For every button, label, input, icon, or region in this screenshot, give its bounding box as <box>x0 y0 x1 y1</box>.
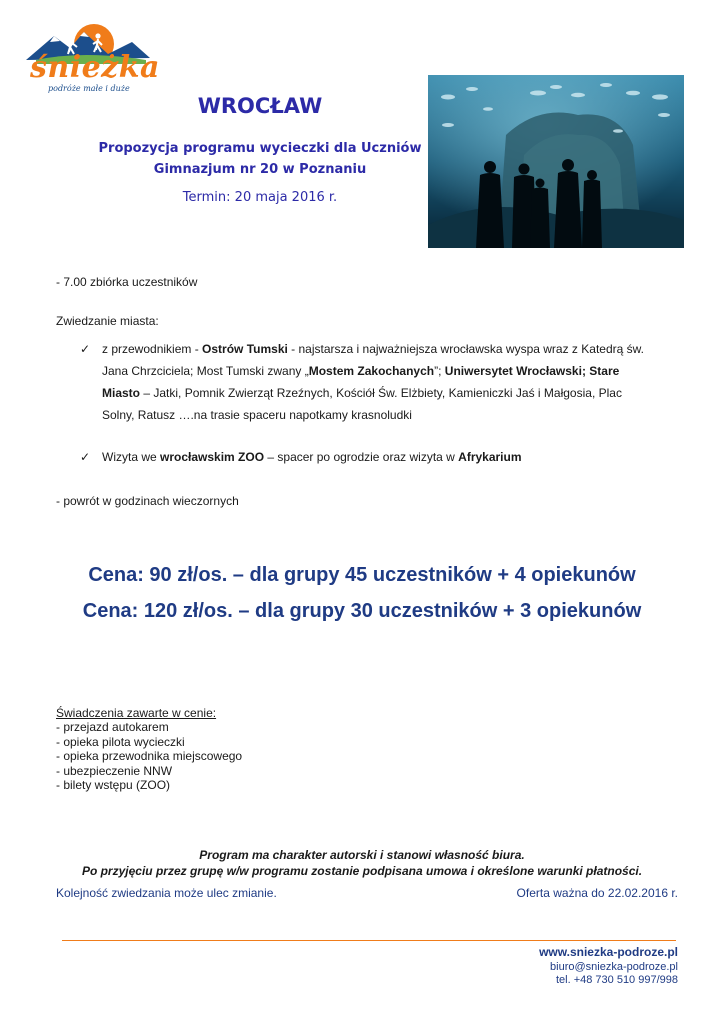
list-item-zoo <box>80 446 690 468</box>
checkmark-icon: ✓ <box>80 342 91 356</box>
text-segment: - najstarsza i najważniejsza wrocławska wyspa wraz z Katedrą św. <box>287 342 644 356</box>
order-change-note: Kolejność zwiedzania może ulec zmianie. <box>56 886 277 900</box>
price-option-1: Cena: 90 zł/os. – dla grupy 45 uczestników + 4 opiekunów <box>88 564 636 586</box>
footer-divider <box>62 940 676 941</box>
phone-number: tel. +48 730 510 997/998 <box>555 974 678 986</box>
aquarium-photo <box>428 75 684 248</box>
list-item: - opieka pilota wycieczki <box>56 734 185 749</box>
list-item: - bilety wstępu (ZOO) <box>56 778 171 793</box>
place-most-zakochanych: Mostem Zakochanych <box>308 364 435 378</box>
return-time: - powrót w godzinach wieczornych <box>56 494 239 508</box>
offer-validity: Oferta ważna do 22.02.2016 r. <box>516 886 678 900</box>
place-uniwersytet: Uniwersytet Wrocławski; Stare <box>444 364 620 378</box>
place-stare-miasto: Miasto <box>102 386 141 400</box>
page-title: WROCŁAW <box>197 94 323 118</box>
list-item: - ubezpieczenie NNW <box>56 763 173 778</box>
place-ostrow-tumski: Ostrów Tumski <box>202 342 288 356</box>
text-segment: z przewodnikiem - <box>102 342 203 356</box>
authorship-note: Program ma charakter autorski i stanowi własność biura. <box>199 848 525 862</box>
list-item-city-tour <box>80 338 690 426</box>
contract-note: Po przyjęciu przez grupę w/w programu zostanie podpisana umowa i określone warunki płatności. <box>81 864 643 878</box>
checkmark-icon: ✓ <box>80 450 91 464</box>
text-segment: – Jatki, Pomnik Zwierząt Rzeźnych, Kościół Św. Elżbiety, Kamieniczki Jaś i Małgosia, Plac <box>140 386 622 400</box>
text-segment: ”; <box>434 364 445 378</box>
list-item: - przejazd autokarem <box>56 720 169 735</box>
place-zoo: wrocławskim ZOO <box>160 450 265 464</box>
text-segment: Jana Chrzciciela; Most Tumski zwany „ <box>102 364 309 378</box>
city-tour-label: Zwiedzanie miasta: <box>56 314 159 328</box>
trip-date: Termin: 20 maja 2016 r. <box>182 190 338 205</box>
program-subtitle <box>40 138 480 180</box>
list-item: - opieka przewodnika miejscowego <box>56 749 243 764</box>
text-segment: Solny, Ratusz ….na trasie spaceru napotkamy krasnoludki <box>102 408 412 422</box>
gathering-time: - 7.00 zbiórka uczestników <box>56 275 198 289</box>
text-segment: Wizyta we <box>102 450 161 464</box>
place-afrykarium: Afrykarium <box>458 450 522 464</box>
subtitle-line-2: Gimnazjum nr 20 w Poznaniu <box>153 162 367 177</box>
email-link[interactable]: biuro@sniezka-podroze.pl <box>550 961 678 973</box>
logo-wordmark: śnieżka <box>30 50 160 85</box>
included-services <box>56 706 242 792</box>
aquarium-photo-icon <box>428 75 684 248</box>
included-title: Świadczenia zawarte w cenie: <box>56 706 217 720</box>
website-link[interactable]: www.sniezka-podroze.pl <box>539 945 678 959</box>
text-segment: – spacer po ogrodzie oraz wizyta w <box>264 450 459 464</box>
subtitle-line-1: Propozycja programu wycieczki dla Uczniów <box>98 141 422 156</box>
logo-tagline: podróże małe i duże <box>48 84 130 93</box>
price-option-2: Cena: 120 zł/os. – dla grupy 30 uczestników + 3 opiekunów <box>82 600 642 622</box>
